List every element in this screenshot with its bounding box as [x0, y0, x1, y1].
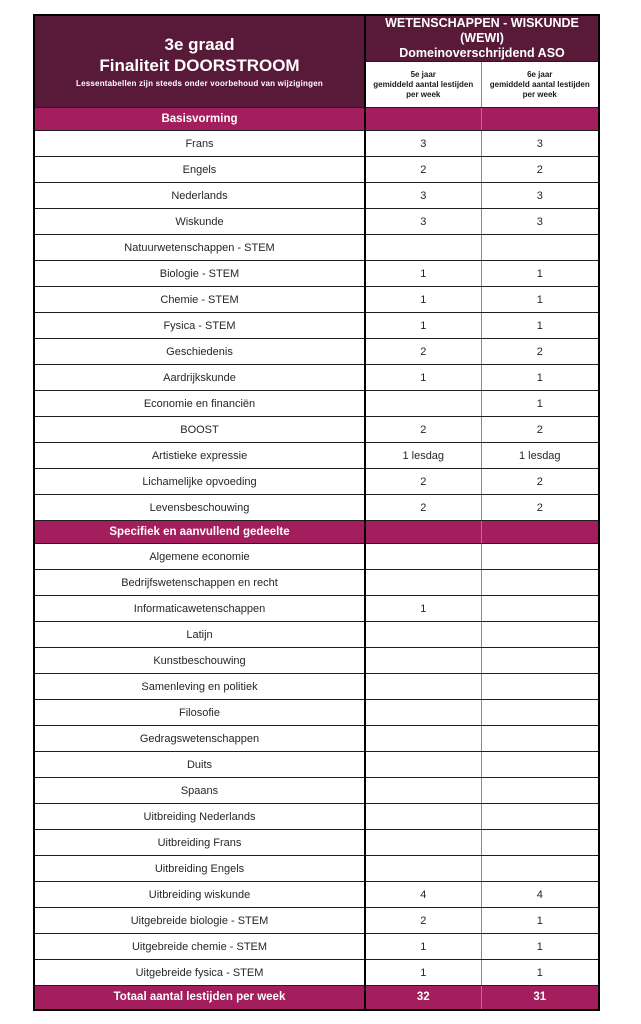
year5-cell [365, 674, 481, 700]
section-title-cell: Specifiek en aanvullend gedeelte [34, 521, 365, 544]
year6-cell [481, 596, 599, 622]
year6-cell [481, 726, 599, 752]
year6-cell: 1 [481, 960, 599, 986]
year6-cell: 1 [481, 391, 599, 417]
subject-cell: Uitgebreide chemie - STEM [34, 934, 365, 960]
year6-subtitle: gemiddeld aantal lestijden per week [489, 79, 590, 99]
year6-cell: 1 [481, 934, 599, 960]
subject-cell: Uitbreiding wiskunde [34, 882, 365, 908]
year6-cell [481, 752, 599, 778]
year5-cell: 3 [365, 183, 481, 209]
year5-cell [365, 700, 481, 726]
disclaimer-note: Lessentabellen zijn steeds onder voorbehoud van wijzigingen [76, 79, 323, 88]
year6-header-cell [481, 62, 599, 108]
year5-cell: 2 [365, 495, 481, 521]
year6-cell: 3 [481, 209, 599, 235]
table-row [34, 495, 599, 521]
table-row [34, 365, 599, 391]
finality-title: Finaliteit DOORSTROOM [99, 56, 300, 75]
year5-header-cell [365, 62, 481, 108]
table-row [34, 391, 599, 417]
table-row [34, 908, 599, 934]
year5-cell [365, 804, 481, 830]
year6-cell [481, 778, 599, 804]
subject-cell: Gedragswetenschappen [34, 726, 365, 752]
year5-cell: 1 [365, 313, 481, 339]
year5-cell: 1 [365, 934, 481, 960]
subject-cell: Duits [34, 752, 365, 778]
table-row [34, 287, 599, 313]
subject-cell: Aardrijkskunde [34, 365, 365, 391]
grade-title: 3e graad [164, 35, 235, 54]
year5-cell [365, 830, 481, 856]
year5-cell: 1 [365, 365, 481, 391]
table-row [34, 778, 599, 804]
year5-cell: 1 lesdag [365, 443, 481, 469]
year5-cell: 3 [365, 131, 481, 157]
subject-cell: Spaans [34, 778, 365, 804]
year5-cell: 2 [365, 908, 481, 934]
table-body [34, 15, 599, 1010]
grade-header-cell [34, 15, 365, 108]
year6-cell: 1 [481, 908, 599, 934]
section-header-row [34, 108, 599, 131]
subject-cell: Uitgebreide biologie - STEM [34, 908, 365, 934]
table-row [34, 622, 599, 648]
year6-cell: 2 [481, 157, 599, 183]
year6-cell: 3 [481, 183, 599, 209]
year6-cell: 4 [481, 882, 599, 908]
year5-cell: 4 [365, 882, 481, 908]
year6-cell: 2 [481, 469, 599, 495]
table-row [34, 313, 599, 339]
subject-cell: Kunstbeschouwing [34, 648, 365, 674]
year5-cell: 2 [365, 417, 481, 443]
table-row [34, 235, 599, 261]
year6-cell [481, 830, 599, 856]
subject-cell: Biologie - STEM [34, 261, 365, 287]
table-row [34, 469, 599, 495]
table-row [34, 752, 599, 778]
table-row [34, 934, 599, 960]
year6-cell [481, 521, 599, 544]
year5-cell: 1 [365, 596, 481, 622]
table-row [34, 804, 599, 830]
subject-cell: Natuurwetenschappen - STEM [34, 235, 365, 261]
subject-cell: Economie en financiën [34, 391, 365, 417]
year5-cell [365, 108, 481, 131]
year5-cell [365, 752, 481, 778]
year6-cell: 2 [481, 417, 599, 443]
year6-cell [481, 544, 599, 570]
subject-cell: Uitbreiding Nederlands [34, 804, 365, 830]
table-row [34, 157, 599, 183]
subject-cell: Wiskunde [34, 209, 365, 235]
year6-cell [481, 648, 599, 674]
program-header-cell [365, 15, 599, 62]
header-row-title [34, 15, 599, 62]
year5-cell [365, 570, 481, 596]
subject-cell: Engels [34, 157, 365, 183]
year6-cell [481, 804, 599, 830]
subject-cell: Filosofie [34, 700, 365, 726]
subject-cell: Levensbeschouwing [34, 495, 365, 521]
table-row [34, 544, 599, 570]
year5-cell: 2 [365, 469, 481, 495]
subject-cell: Geschiedenis [34, 339, 365, 365]
year6-cell [481, 622, 599, 648]
subject-cell: Chemie - STEM [34, 287, 365, 313]
table-row [34, 596, 599, 622]
subject-cell: Lichamelijke opvoeding [34, 469, 365, 495]
year5-cell [365, 648, 481, 674]
table-row [34, 856, 599, 882]
year5-subtitle: gemiddeld aantal lestijden per week [373, 79, 474, 99]
total-row [34, 986, 599, 1010]
table-row [34, 570, 599, 596]
table-row [34, 674, 599, 700]
year6-label: 6e jaar [527, 69, 553, 79]
table-row [34, 830, 599, 856]
table-row [34, 339, 599, 365]
year6-cell: 1 [481, 365, 599, 391]
year5-label: 5e jaar [410, 69, 436, 79]
year6-cell [481, 235, 599, 261]
total-label-cell: Totaal aantal lestijden per week [34, 986, 365, 1010]
program-title: WETENSCHAPPEN - WISKUNDE (WEWI) [385, 16, 579, 45]
subject-cell: Uitgebreide fysica - STEM [34, 960, 365, 986]
table-row [34, 131, 599, 157]
year6-cell [481, 700, 599, 726]
section-title-cell: Basisvorming [34, 108, 365, 131]
year6-cell: 2 [481, 495, 599, 521]
subject-cell: Uitbreiding Frans [34, 830, 365, 856]
subject-cell: Uitbreiding Engels [34, 856, 365, 882]
year5-cell [365, 544, 481, 570]
table-row [34, 960, 599, 986]
year5-cell [365, 856, 481, 882]
year5-cell: 3 [365, 209, 481, 235]
table-row [34, 209, 599, 235]
subject-cell: Artistieke expressie [34, 443, 365, 469]
subject-cell: Samenleving en politiek [34, 674, 365, 700]
total-year6-cell: 31 [481, 986, 599, 1010]
subject-cell: Fysica - STEM [34, 313, 365, 339]
year5-cell [365, 622, 481, 648]
table-row [34, 443, 599, 469]
subject-cell: Frans [34, 131, 365, 157]
year5-cell: 1 [365, 960, 481, 986]
year6-cell [481, 108, 599, 131]
lesson-table [33, 14, 600, 1011]
year6-cell: 1 [481, 313, 599, 339]
total-year5-cell: 32 [365, 986, 481, 1010]
year6-cell [481, 674, 599, 700]
year5-cell [365, 726, 481, 752]
table-row [34, 417, 599, 443]
section-header-row [34, 521, 599, 544]
year6-cell [481, 570, 599, 596]
subject-cell: Bedrijfswetenschappen en recht [34, 570, 365, 596]
table-row [34, 648, 599, 674]
year5-cell [365, 391, 481, 417]
year6-cell [481, 856, 599, 882]
year5-cell [365, 235, 481, 261]
table-row [34, 882, 599, 908]
table-row [34, 726, 599, 752]
subject-cell: Nederlands [34, 183, 365, 209]
year5-cell: 2 [365, 339, 481, 365]
table-row [34, 183, 599, 209]
year5-cell: 1 [365, 287, 481, 313]
year6-cell: 1 lesdag [481, 443, 599, 469]
subject-cell: Informaticawetenschappen [34, 596, 365, 622]
year5-cell [365, 521, 481, 544]
year6-cell: 1 [481, 261, 599, 287]
table-row [34, 261, 599, 287]
year6-cell: 3 [481, 131, 599, 157]
year5-cell: 1 [365, 261, 481, 287]
subject-cell: Algemene economie [34, 544, 365, 570]
year6-cell: 1 [481, 287, 599, 313]
program-subtitle: Domeinoverschrijdend ASO [399, 46, 565, 60]
subject-cell: BOOST [34, 417, 365, 443]
year5-cell: 2 [365, 157, 481, 183]
year6-cell: 2 [481, 339, 599, 365]
year5-cell [365, 778, 481, 804]
table-row [34, 700, 599, 726]
subject-cell: Latijn [34, 622, 365, 648]
